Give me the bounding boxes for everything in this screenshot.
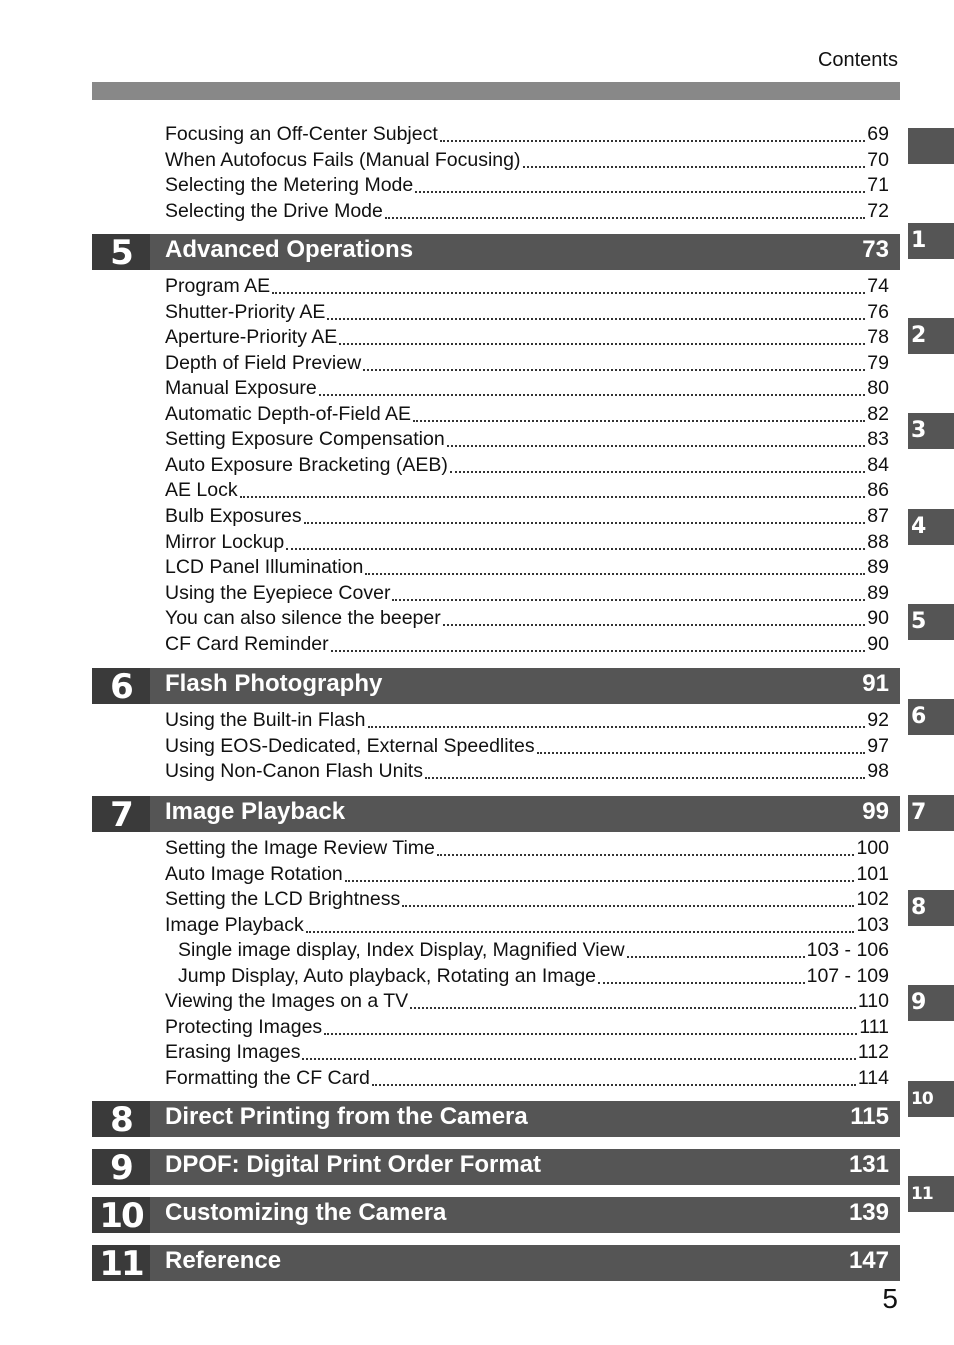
chapter-number: 11 <box>92 1245 150 1281</box>
toc-entry-title: Using Non-Canon Flash Units <box>165 760 423 783</box>
chapter-side-tab[interactable]: 6 <box>908 699 954 735</box>
toc-entry[interactable] <box>178 936 889 962</box>
chapter-heading[interactable] <box>92 1148 900 1188</box>
toc-entry[interactable] <box>165 349 889 375</box>
toc-entry-page: 88 <box>867 530 889 553</box>
chapter-number: 6 <box>92 668 150 704</box>
toc-entry-title: Mirror Lockup <box>165 530 285 553</box>
toc-entry-page: 80 <box>867 377 889 400</box>
dot-leader <box>443 622 866 626</box>
toc-entry[interactable] <box>165 630 889 656</box>
chapter-page: 115 <box>850 1103 889 1130</box>
chapter-number: 5 <box>92 234 150 270</box>
toc-entry-page: 83 <box>867 428 889 451</box>
dot-leader <box>302 1056 855 1060</box>
toc-entry-page: 79 <box>867 351 889 374</box>
dot-leader <box>437 852 855 856</box>
dot-leader <box>319 392 866 396</box>
toc-entry-page: 102 <box>856 888 889 911</box>
toc-entry-title: Setting Exposure Compensation <box>165 428 445 451</box>
dot-leader <box>304 520 866 524</box>
dot-leader <box>363 367 865 371</box>
toc-entry-title: Aperture-Priority AE <box>165 326 338 349</box>
toc-entry[interactable] <box>165 528 889 554</box>
toc-entry-title: Selecting the Metering Mode <box>165 174 414 197</box>
toc-entry[interactable] <box>165 553 889 579</box>
chapter-title: Reference <box>165 1247 282 1274</box>
toc-entry-page: 78 <box>867 326 889 349</box>
chapter-page: 147 <box>848 1247 889 1274</box>
toc-entry[interactable] <box>165 323 889 349</box>
toc-entry-page: 71 <box>867 174 889 197</box>
toc-entry[interactable] <box>165 298 889 324</box>
toc-entry[interactable] <box>165 860 889 886</box>
dot-leader <box>272 290 865 294</box>
dot-leader <box>392 597 865 601</box>
toc-entry-page: 97 <box>867 734 889 757</box>
dot-leader <box>339 341 865 345</box>
section-header: Contents <box>817 49 898 71</box>
toc-entry-title: Auto Image Rotation <box>165 862 343 885</box>
toc-entry-title: Program AE <box>165 275 271 297</box>
toc-entry-page: 110 <box>857 990 889 1013</box>
toc-entry-title: Auto Exposure Bracketing (AEB) <box>165 453 448 476</box>
chapter-side-tab[interactable] <box>908 128 954 164</box>
dot-leader <box>598 980 805 984</box>
toc-entry[interactable] <box>165 604 889 630</box>
toc-entry-page: 90 <box>867 607 889 630</box>
chapter-title: DPOF: Digital Print Order Format <box>165 1151 542 1178</box>
chapter-heading[interactable] <box>92 233 900 273</box>
toc-entry-page: 74 <box>867 275 889 297</box>
page-number: 5 <box>882 1283 898 1314</box>
toc-entry-page: 98 <box>867 760 889 783</box>
chapter-title: Direct Printing from the Camera <box>165 1103 528 1130</box>
chapter-side-tab[interactable]: 5 <box>908 604 954 640</box>
toc-entry-page: 100 <box>856 837 889 859</box>
toc-entry-title: Depth of Field Preview <box>165 351 362 374</box>
dot-leader <box>523 164 866 168</box>
dot-leader <box>413 418 865 422</box>
toc-entry-page: 76 <box>867 300 889 323</box>
chapter-heading[interactable] <box>92 795 900 835</box>
toc-entry[interactable] <box>165 757 889 783</box>
chapter-side-tab[interactable]: 1 <box>908 223 954 259</box>
toc-entry[interactable] <box>178 962 889 988</box>
toc-entry[interactable] <box>165 197 889 223</box>
dot-leader <box>425 775 865 779</box>
chapter-side-tab[interactable]: 10 <box>908 1081 954 1117</box>
toc-entry-page: 101 <box>856 862 889 885</box>
toc-entry[interactable] <box>165 171 889 197</box>
toc-entry[interactable] <box>165 272 889 298</box>
toc-entry-title: Using EOS-Dedicated, External Speedlites <box>165 734 535 757</box>
toc-entry[interactable] <box>165 1038 889 1064</box>
dot-leader <box>324 1031 857 1035</box>
toc-entry[interactable] <box>165 987 889 1013</box>
toc-entry-page: 103 - 106 <box>806 939 889 962</box>
dot-leader <box>410 1005 856 1009</box>
toc-entry[interactable] <box>165 374 889 400</box>
toc-entry-title: CF Card Reminder <box>165 632 329 655</box>
toc-entry[interactable] <box>165 1013 889 1039</box>
toc-entry[interactable] <box>165 706 889 732</box>
dot-leader <box>447 443 866 447</box>
chapter-side-tab[interactable]: 2 <box>908 318 954 354</box>
toc-entry-page: 86 <box>867 479 889 502</box>
toc-entry-title: Jump Display, Auto playback, Rotating an Image <box>178 964 597 987</box>
chapter-side-tab[interactable]: 3 <box>908 413 954 449</box>
toc-entry-title: Focusing an Off-Center Subject <box>165 123 438 145</box>
toc-entry-page: 107 - 109 <box>806 964 889 987</box>
chapter-page: 73 <box>862 236 889 263</box>
toc-entry-title: Using the Built-in Flash <box>165 709 366 731</box>
toc-entry-page: 103 <box>856 913 889 936</box>
dot-leader <box>345 878 855 882</box>
dot-leader <box>286 546 865 550</box>
toc-entry-page: 111 <box>859 1015 889 1038</box>
toc-entry-title: Protecting Images <box>165 1015 323 1038</box>
dot-leader <box>440 138 866 142</box>
dot-leader <box>306 929 855 933</box>
toc-entry-page: 72 <box>867 199 889 222</box>
chapter-side-tab[interactable]: 11 <box>908 1176 954 1212</box>
dot-leader <box>537 750 866 754</box>
toc-entry-title: AE Lock <box>165 479 238 502</box>
chapter-page: 91 <box>862 670 889 697</box>
toc-entry-title: Formatting the CF Card <box>165 1066 370 1089</box>
chapter-title: Customizing the Camera <box>165 1199 447 1226</box>
toc-entry-title: Manual Exposure <box>165 377 317 400</box>
toc-entry[interactable] <box>165 476 889 502</box>
chapter-number: 8 <box>92 1101 150 1137</box>
chapter-number: 7 <box>92 796 150 832</box>
toc-entry[interactable] <box>165 425 889 451</box>
toc-entry-page: 69 <box>867 123 889 145</box>
toc-entry-title: When Autofocus Fails (Manual Focusing) <box>165 148 521 171</box>
toc-entry-title: Erasing Images <box>165 1041 301 1064</box>
chapter-title: Image Playback <box>165 798 346 825</box>
dot-leader <box>385 215 865 219</box>
dot-leader <box>627 954 805 958</box>
chapter-title: Advanced Operations <box>165 236 414 263</box>
toc-entry[interactable] <box>165 834 889 860</box>
toc-entry-title: Shutter-Priority AE <box>165 300 326 323</box>
chapter-number: 10 <box>92 1197 150 1233</box>
toc-entry-title: Single image display, Index Display, Magnified View <box>178 939 625 962</box>
dot-leader <box>415 189 865 193</box>
toc-entry[interactable] <box>165 732 889 758</box>
dot-leader <box>368 724 866 728</box>
toc-entry-title: Bulb Exposures <box>165 504 302 527</box>
dot-leader <box>331 648 866 652</box>
dot-leader <box>372 1082 856 1086</box>
toc-entry[interactable] <box>165 146 889 172</box>
toc-entry[interactable] <box>165 885 889 911</box>
toc-entry-title: Image Playback <box>165 913 304 936</box>
toc-entry[interactable] <box>165 451 889 477</box>
toc-entry-page: 89 <box>867 581 889 604</box>
toc-entry[interactable] <box>165 400 889 426</box>
toc-entry[interactable] <box>165 1064 889 1090</box>
dot-leader <box>240 494 866 498</box>
toc-entry-title: Using the Eyepiece Cover <box>165 581 391 604</box>
toc-entry-page: 84 <box>867 453 889 476</box>
toc-entry-page: 90 <box>867 632 889 655</box>
toc-entry-page: 92 <box>867 709 889 731</box>
dot-leader <box>365 571 865 575</box>
toc-entry-page: 87 <box>867 504 889 527</box>
chapter-page: 99 <box>862 798 889 825</box>
chapter-heading[interactable] <box>92 1196 900 1236</box>
toc-entry-title: Viewing the Images on a TV <box>165 990 409 1013</box>
chapter-side-tab[interactable]: 4 <box>908 509 954 545</box>
dot-leader <box>450 469 865 473</box>
chapter-side-tab[interactable]: 7 <box>908 795 954 831</box>
chapter-heading[interactable] <box>92 1244 900 1284</box>
chapter-number: 9 <box>92 1149 150 1185</box>
dot-leader <box>327 316 865 320</box>
toc-entry[interactable] <box>165 120 889 146</box>
chapter-side-tab[interactable]: 8 <box>908 890 954 926</box>
toc-entry[interactable] <box>165 502 889 528</box>
toc-entry-title: Setting the LCD Brightness <box>165 888 401 911</box>
dot-leader <box>402 903 854 907</box>
toc-entry[interactable] <box>165 911 889 937</box>
toc-entry-page: 114 <box>857 1066 889 1089</box>
chapter-page: 139 <box>848 1199 889 1226</box>
toc-entry-title: You can also silence the beeper <box>165 607 441 630</box>
toc-entry-title: Setting the Image Review Time <box>165 837 435 859</box>
toc-entry[interactable] <box>165 579 889 605</box>
toc-entry-page: 70 <box>867 148 889 171</box>
toc-entry-page: 82 <box>867 402 889 425</box>
chapter-heading[interactable] <box>92 1100 900 1140</box>
toc-entry-page: 112 <box>857 1041 889 1064</box>
chapter-title: Flash Photography <box>165 670 383 697</box>
chapter-side-tab[interactable]: 9 <box>908 985 954 1021</box>
toc-entry-title: Selecting the Drive Mode <box>165 199 383 222</box>
chapter-page: 131 <box>848 1151 889 1178</box>
toc-entry-page: 89 <box>867 556 889 579</box>
toc-entry-title: Automatic Depth-of-Field AE <box>165 402 412 425</box>
toc-entry-title: LCD Panel Illumination <box>165 556 364 579</box>
chapter-heading[interactable] <box>92 667 900 707</box>
